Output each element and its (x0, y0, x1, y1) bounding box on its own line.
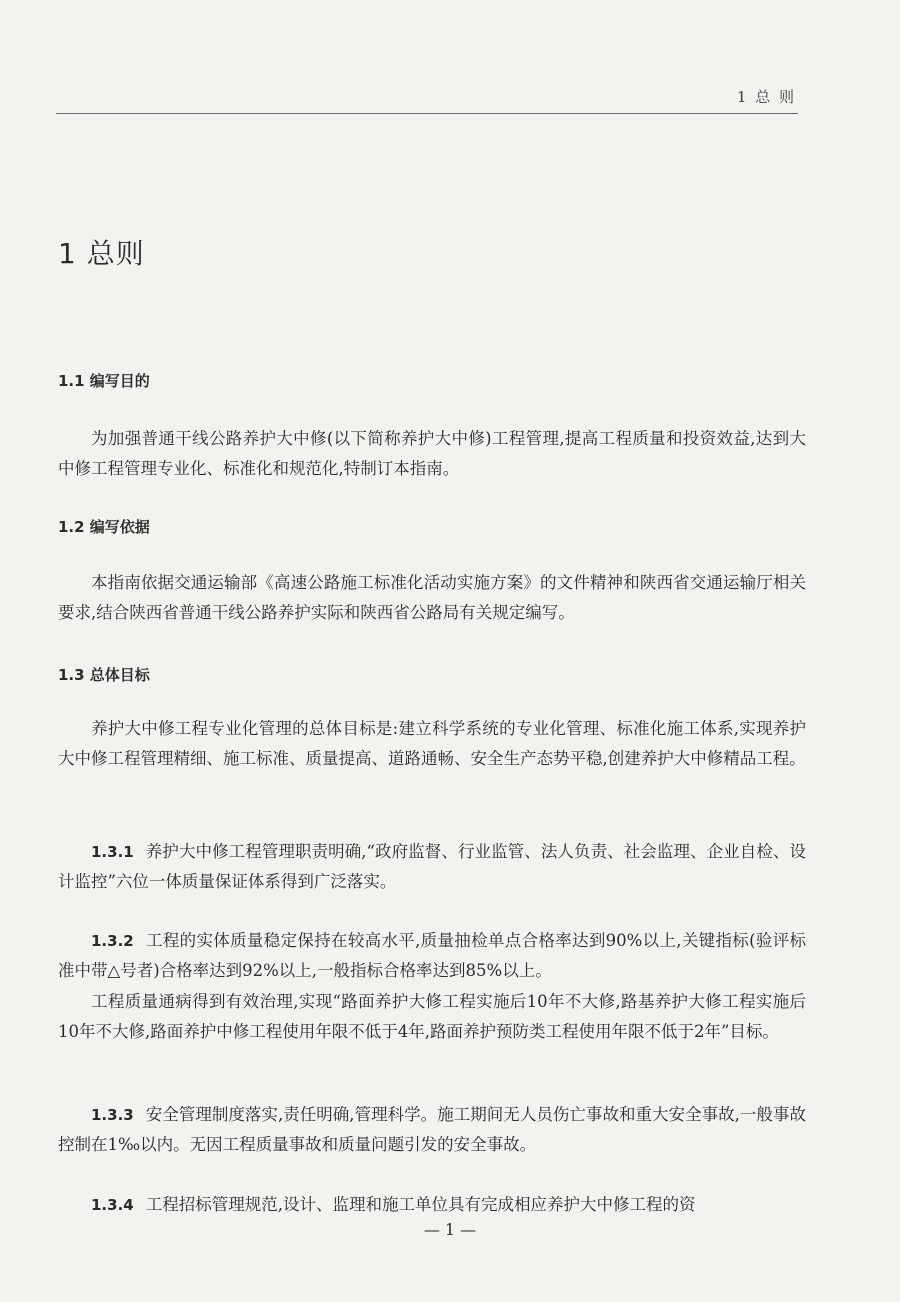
clause-number: 1.3.4 (91, 1196, 134, 1214)
page-number: — 1 — (423, 1220, 477, 1239)
clause-number: 1.3.3 (91, 1106, 134, 1124)
section-title-purpose: 1.1 编写目的 (58, 372, 150, 390)
clause-text: 工程质量通病得到有效治理,实现“路面养护大修工程实施后10年不大修,路基养护大修工程实施后10年不大修,路面养护中修工程使用年限不低于4年,路面养护预防类工程使用年限不低于2年”目标。 (58, 992, 806, 1041)
clause-text: 养护大中修工程管理职责明确,“政府监督、行业监管、法人负责、社会监理、企业自检、设计监控”六位一体质量保证体系得到广泛落实。 (58, 842, 806, 891)
section-title-basis: 1.2 编写依据 (58, 518, 150, 536)
header-rule (56, 113, 798, 114)
clause-1-3-1 (58, 837, 806, 897)
paragraph-purpose: 为加强普通干线公路养护大中修(以下简称养护大中修)工程管理,提高工程质量和投资效益,达到大中修工程管理专业化、标准化和规范化,特制订本指南。 (58, 429, 806, 478)
clause-text: 安全管理制度落实,责任明确,管理科学。施工期间无人员伤亡事故和重大安全事故,一般事故控制在1‰以内。无因工程质量事故和质量问题引发的安全事故。 (58, 1105, 806, 1154)
paragraph-goal: 养护大中修工程专业化管理的总体目标是:建立科学系统的专业化管理、标准化施工体系,实现养护大中修工程管理精细、施工标准、质量提高、道路通畅、安全生产态势平稳,创建养护大中修精品工程。 (58, 719, 806, 768)
clause-number: 1.3.1 (91, 843, 134, 861)
section-title-goal: 1.3 总体目标 (58, 666, 150, 684)
paragraph-basis: 本指南依据交通运输部《高速公路施工标准化活动实施方案》的文件精神和陕西省交通运输厅相关要求,结合陕西省普通干线公路养护实际和陕西省公路局有关规定编写。 (58, 573, 806, 622)
chapter-title: 1 总则 (58, 237, 145, 270)
clause-1-3-2 (58, 926, 806, 986)
clause-1-3-3 (58, 1100, 806, 1160)
clause-text: 工程招标管理规范,设计、监理和施工单位具有完成相应养护大中修工程的资 (145, 1195, 696, 1214)
clause-text: 工程的实体质量稳定保持在较高水平,质量抽检单点合格率达到90%以上,关键指标(验评标准中带△号者)合格率达到92%以上,一般指标合格率达到85%以上。 (58, 931, 806, 980)
clause-1-3-4 (58, 1190, 806, 1220)
clause-number: 1.3.2 (91, 932, 134, 950)
clause-1-3-2-continued (58, 987, 806, 1047)
running-header: 1 总 则 (736, 88, 796, 106)
